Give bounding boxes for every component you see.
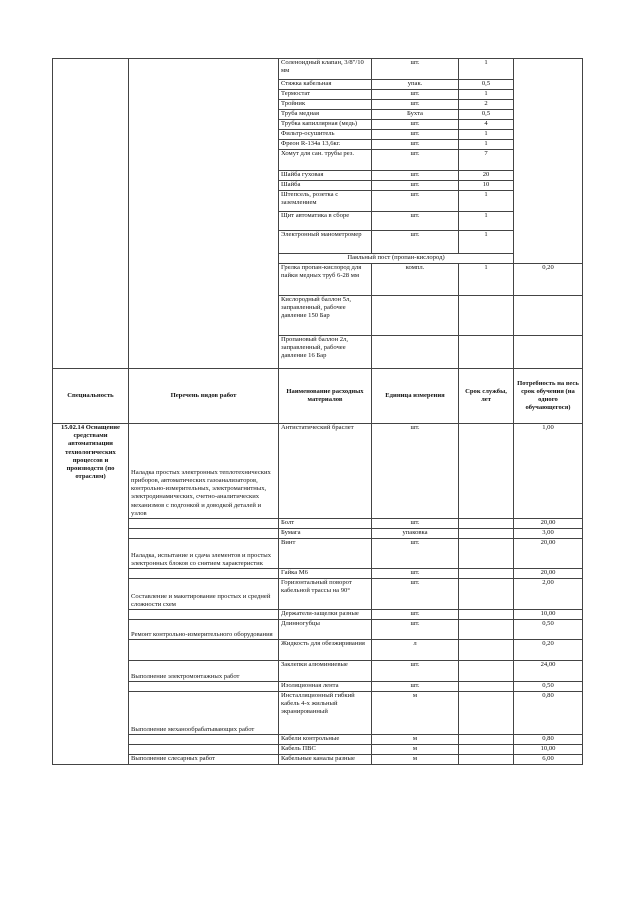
material-name: Кислородный баллон 5л, заправленный, рабочее давление 150 Бар bbox=[279, 296, 372, 336]
material-qty: 2 bbox=[459, 100, 514, 110]
section-title: Паяльный пост (пропан-кислород) bbox=[279, 254, 514, 264]
work-type-empty bbox=[129, 610, 279, 620]
material-name: Изоляционная лента bbox=[279, 682, 372, 692]
material-need bbox=[514, 336, 583, 369]
material-need: 2,00 bbox=[514, 579, 583, 610]
material-name: Фильтр-осушитель bbox=[279, 130, 372, 140]
material-name: Пропановый баллон 2л, заправленный, рабочее давление 16 Бар bbox=[279, 336, 372, 369]
material-unit: шт. bbox=[372, 59, 459, 80]
material-name: Тройник bbox=[279, 100, 372, 110]
material-unit: шт. bbox=[372, 610, 459, 620]
work-type-empty bbox=[129, 735, 279, 745]
materials-table bbox=[52, 58, 583, 765]
material-name: Шайба гуховая bbox=[279, 171, 372, 181]
material-qty: 4 bbox=[459, 120, 514, 130]
material-unit: упаковка bbox=[372, 529, 459, 539]
table-row bbox=[53, 755, 583, 765]
material-need: 0,50 bbox=[514, 620, 583, 640]
service-term bbox=[459, 579, 514, 610]
table-row bbox=[53, 745, 583, 755]
work-type: Ремонт контрольно-измерительного оборудования bbox=[129, 620, 279, 640]
material-qty: 1 bbox=[459, 140, 514, 150]
material-name: Термостат bbox=[279, 90, 372, 100]
material-name: Жидкость для обезжиривания bbox=[279, 640, 372, 661]
material-need: 3,00 bbox=[514, 529, 583, 539]
table-row bbox=[53, 692, 583, 735]
material-name: Грелка пропан-кислород для пайки медных труб 6-28 мм bbox=[279, 264, 372, 296]
service-term bbox=[459, 682, 514, 692]
material-unit: упак. bbox=[372, 80, 459, 90]
material-qty: 10 bbox=[459, 181, 514, 191]
work-type-empty bbox=[129, 519, 279, 529]
service-term bbox=[459, 745, 514, 755]
table-row bbox=[53, 661, 583, 682]
material-need bbox=[514, 296, 583, 336]
table-row bbox=[53, 569, 583, 579]
service-term bbox=[459, 755, 514, 765]
work-type-empty bbox=[129, 640, 279, 661]
material-need: 0,80 bbox=[514, 692, 583, 735]
service-term bbox=[459, 735, 514, 745]
material-name: Электронный манометромер bbox=[279, 231, 372, 254]
material-qty: 1 bbox=[459, 59, 514, 80]
material-unit: компл. bbox=[372, 264, 459, 296]
header-specialty: Специальность bbox=[53, 369, 129, 424]
service-term bbox=[459, 569, 514, 579]
material-unit: м bbox=[372, 755, 459, 765]
material-name: Болт bbox=[279, 519, 372, 529]
material-name: Кабельные каналы разные bbox=[279, 755, 372, 765]
service-term bbox=[459, 529, 514, 539]
material-unit: шт. bbox=[372, 661, 459, 682]
table-row bbox=[53, 640, 583, 661]
material-need: 0,50 bbox=[514, 682, 583, 692]
material-name: Инсталляционный гибкий кабель 4-х жильный экранированный bbox=[279, 692, 372, 735]
empty-need-cell bbox=[514, 59, 583, 264]
table-row bbox=[53, 529, 583, 539]
material-name: Горизонтальный поворот кабельной трассы на 90° bbox=[279, 579, 372, 610]
material-unit bbox=[372, 336, 459, 369]
material-unit: шт. bbox=[372, 191, 459, 212]
material-qty: 20 bbox=[459, 171, 514, 181]
material-name: Штепсель, розетка с заземлением bbox=[279, 191, 372, 212]
material-qty bbox=[459, 296, 514, 336]
work-type: Наладка простых электронных теплотехнических приборов, автоматических газоанализаторов, контрольно-измерительных, электромагнитных, электродинамических, счетно-аналитических механизмов с подгонкой и доводкой деталей и узлов bbox=[129, 424, 279, 519]
material-need: 0,80 bbox=[514, 735, 583, 745]
material-unit: шт. bbox=[372, 519, 459, 529]
header-term: Срок службы, лет bbox=[459, 369, 514, 424]
empty-work-cell bbox=[129, 59, 279, 369]
header-need: Потребность на весь срок обучения (на одного обучающегося) bbox=[514, 369, 583, 424]
material-qty: 1 bbox=[459, 191, 514, 212]
work-type-empty bbox=[129, 529, 279, 539]
service-term bbox=[459, 640, 514, 661]
material-qty bbox=[459, 336, 514, 369]
material-name: Антистатический браслет bbox=[279, 424, 372, 519]
work-type-empty bbox=[129, 682, 279, 692]
material-need: 20,00 bbox=[514, 569, 583, 579]
material-qty: 1 bbox=[459, 264, 514, 296]
material-name: Длинногубцы bbox=[279, 620, 372, 640]
service-term bbox=[459, 661, 514, 682]
material-name: Хомут для сан. трубы рез. bbox=[279, 150, 372, 171]
work-type: Выполнение слесарных работ bbox=[129, 755, 279, 765]
table-row bbox=[53, 579, 583, 610]
material-unit: шт. bbox=[372, 150, 459, 171]
material-need: 10,00 bbox=[514, 610, 583, 620]
material-name: Стяжка кабельная bbox=[279, 80, 372, 90]
material-qty: 0,5 bbox=[459, 110, 514, 120]
work-type-empty bbox=[129, 569, 279, 579]
material-unit: м bbox=[372, 745, 459, 755]
material-need: 6,00 bbox=[514, 755, 583, 765]
work-type: Наладка, испытание и сдача элементов и простых электронных блоков со снятием характеристик bbox=[129, 539, 279, 569]
material-need: 0,20 bbox=[514, 640, 583, 661]
material-unit: шт. bbox=[372, 130, 459, 140]
material-name: Шайба bbox=[279, 181, 372, 191]
material-unit: шт. bbox=[372, 424, 459, 519]
empty-spec-cell bbox=[53, 59, 129, 369]
material-name: Заклепки алюминиевые bbox=[279, 661, 372, 682]
material-name: Гайка М6 bbox=[279, 569, 372, 579]
material-name: Фреон R-134a 13,6кг. bbox=[279, 140, 372, 150]
work-type: Составление и макетирование простых и средней сложности схем bbox=[129, 579, 279, 610]
table-row bbox=[53, 610, 583, 620]
material-unit: шт. bbox=[372, 140, 459, 150]
material-unit: Бухта bbox=[372, 110, 459, 120]
service-term bbox=[459, 539, 514, 569]
service-term bbox=[459, 610, 514, 620]
table-row bbox=[53, 424, 583, 519]
material-name: Кабели контрольные bbox=[279, 735, 372, 745]
material-unit: л bbox=[372, 640, 459, 661]
material-qty: 7 bbox=[459, 150, 514, 171]
material-unit: шт. bbox=[372, 181, 459, 191]
material-unit: шт. bbox=[372, 171, 459, 181]
material-unit: шт. bbox=[372, 90, 459, 100]
table-row bbox=[53, 735, 583, 745]
table-row bbox=[53, 682, 583, 692]
material-qty: 1 bbox=[459, 130, 514, 140]
material-need: 0,20 bbox=[514, 264, 583, 296]
header-works: Перечень видов работ bbox=[129, 369, 279, 424]
material-unit: м bbox=[372, 692, 459, 735]
material-unit: шт. bbox=[372, 620, 459, 640]
service-term bbox=[459, 692, 514, 735]
material-unit: шт. bbox=[372, 100, 459, 110]
material-unit: шт. bbox=[372, 212, 459, 231]
specialty-cell: 15.02.14 Оснащение средствами автоматизации технологических процессов и производств (по отраслям) bbox=[53, 424, 129, 765]
material-name: Винт bbox=[279, 539, 372, 569]
table-row bbox=[53, 519, 583, 529]
material-qty: 1 bbox=[459, 90, 514, 100]
header-materials: Наименование расходных материалов bbox=[279, 369, 372, 424]
service-term bbox=[459, 519, 514, 529]
material-name: Соленоидный клапан, 3/8"/10 мм bbox=[279, 59, 372, 80]
material-need: 20,00 bbox=[514, 539, 583, 569]
header-unit: Единица измерения bbox=[372, 369, 459, 424]
material-need: 24,00 bbox=[514, 661, 583, 682]
material-qty: 1 bbox=[459, 231, 514, 254]
service-term bbox=[459, 424, 514, 519]
material-name: Бумага bbox=[279, 529, 372, 539]
header-row bbox=[53, 369, 583, 424]
material-name: Держатели-защелки разные bbox=[279, 610, 372, 620]
material-unit: шт. bbox=[372, 539, 459, 569]
material-need: 1,00 bbox=[514, 424, 583, 519]
material-unit: шт. bbox=[372, 120, 459, 130]
service-term bbox=[459, 620, 514, 640]
table-row bbox=[53, 539, 583, 569]
material-need: 20,00 bbox=[514, 519, 583, 529]
material-name: Труба медная bbox=[279, 110, 372, 120]
material-unit: шт. bbox=[372, 682, 459, 692]
table-row bbox=[53, 620, 583, 640]
work-type-empty bbox=[129, 745, 279, 755]
material-unit: шт. bbox=[372, 579, 459, 610]
material-unit bbox=[372, 296, 459, 336]
material-name: Щит автоматика в сборе bbox=[279, 212, 372, 231]
work-type: Выполнение электромонтажных работ bbox=[129, 661, 279, 682]
material-qty: 0,5 bbox=[459, 80, 514, 90]
material-qty: 1 bbox=[459, 212, 514, 231]
table-row bbox=[53, 59, 583, 80]
material-name: Трубка капиллярная (медь) bbox=[279, 120, 372, 130]
work-type: Выполнение механообрабатывающих работ bbox=[129, 692, 279, 735]
material-unit: шт. bbox=[372, 569, 459, 579]
material-name: Кабель ПВС bbox=[279, 745, 372, 755]
material-unit: шт. bbox=[372, 231, 459, 254]
material-need: 10,00 bbox=[514, 745, 583, 755]
material-unit: м bbox=[372, 735, 459, 745]
